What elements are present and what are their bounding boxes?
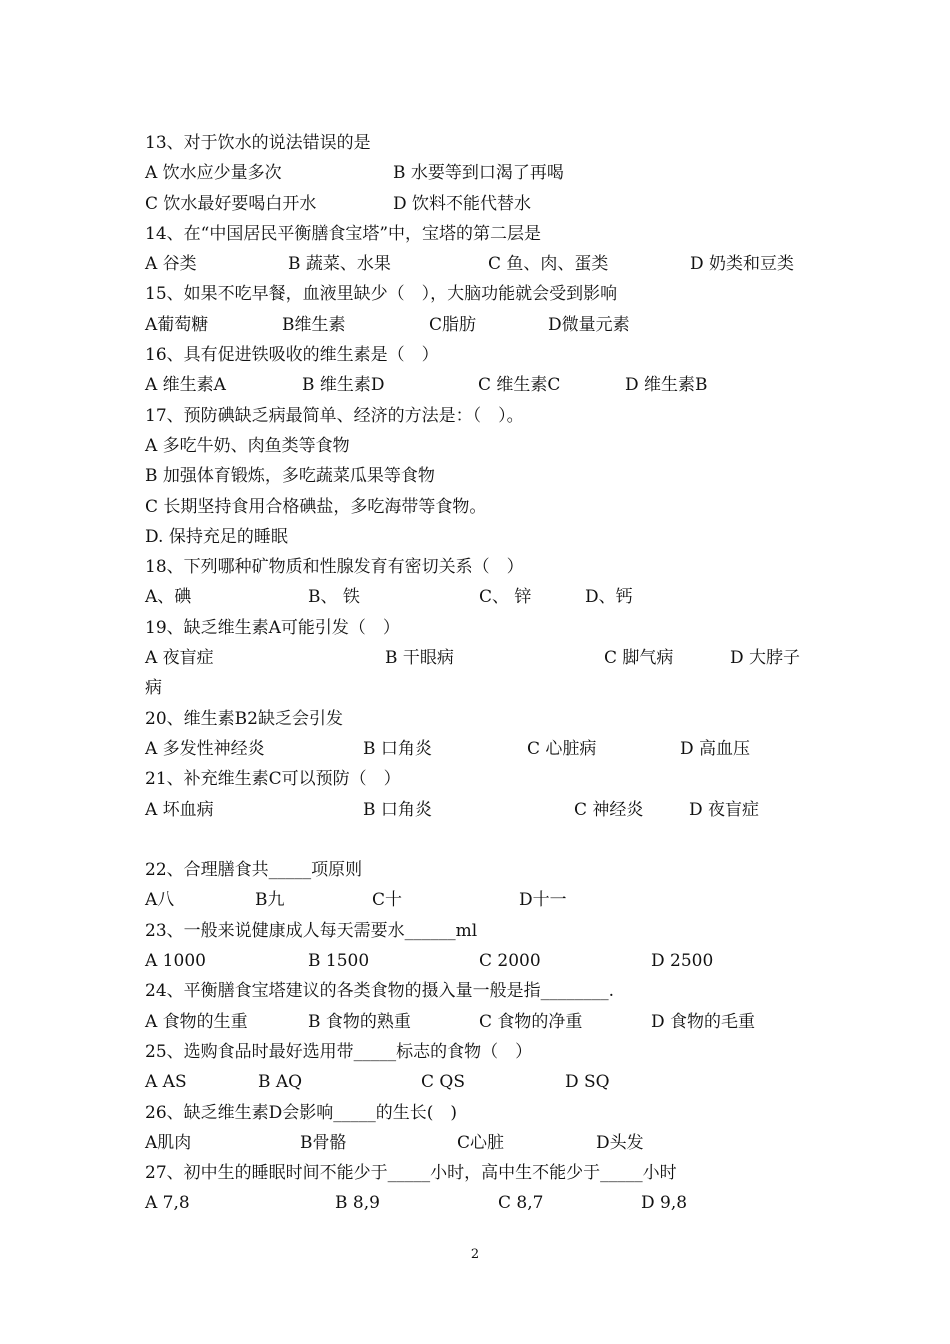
option-text: A 1000 [145, 951, 206, 972]
option-text: D 大脖子 [730, 648, 801, 669]
question-line: 22、合理膳食共_____项原则 [145, 860, 363, 881]
options-line [145, 885, 825, 915]
options-line [145, 734, 825, 764]
options-line [145, 370, 825, 400]
option-text: B AQ [258, 1072, 303, 1093]
option-text: B 1500 [308, 951, 370, 972]
option-text: C 维生素C [478, 375, 561, 396]
question-line: 13、对于饮水的说法错误的是 [145, 133, 371, 153]
options-line [145, 1067, 825, 1097]
option-text: D 2500 [651, 951, 714, 972]
option-text: B 口角炎 [363, 738, 432, 759]
options-line [145, 158, 825, 188]
option-text: C 心脏病 [527, 738, 597, 759]
page-number: 2 [470, 1247, 480, 1262]
option-text: C QS [421, 1072, 465, 1093]
option-text: A八 [145, 890, 175, 911]
option-text: D 夜盲症 [689, 799, 760, 820]
options-line [145, 582, 825, 612]
option-text: B 口角炎 [363, 799, 432, 820]
option-text: A 谷类 [145, 254, 197, 275]
question-line: 26、缺乏维生素D会影响_____的生长( ) [145, 1102, 458, 1123]
option-text: C十 [372, 890, 403, 911]
option-text: A 7,8 [145, 1193, 190, 1214]
options-line [145, 310, 825, 340]
question-line: 21、补充维生素C可以预防（ ） [145, 769, 401, 790]
question-line: 17、预防碘缺乏病最简单、经济的方法是：（ ）。 [145, 405, 524, 426]
options-line [145, 946, 825, 976]
option-text: A葡萄糖 [145, 314, 209, 335]
options-line [145, 795, 825, 825]
option-text: A 夜盲症 [145, 648, 214, 669]
question-line: 14、在“中国居民平衡膳食宝塔”中，宝塔的第二层是 [145, 223, 542, 244]
option-text: B骨骼 [300, 1132, 347, 1153]
option-text: A肌肉 [145, 1132, 192, 1153]
option-text: D 9,8 [641, 1193, 688, 1214]
options-line [145, 189, 825, 219]
option-text: D 维生素B [625, 375, 708, 396]
option-text: C、 锌 [479, 587, 532, 608]
option-text: D SQ [565, 1072, 610, 1093]
question-line: B 加强体育锻炼，多吃蔬菜瓜果等食物 [145, 466, 435, 487]
option-text: B 水要等到口渴了再喝 [393, 163, 564, 184]
option-text: C 食物的净重 [479, 1011, 583, 1032]
option-text: C 2000 [479, 951, 541, 972]
option-text: A AS [145, 1072, 187, 1093]
question-line: 病 [145, 678, 162, 699]
option-text: B 干眼病 [385, 648, 454, 669]
option-text: C心脏 [457, 1132, 505, 1153]
option-text: A 多发性神经炎 [145, 738, 265, 759]
option-text: B、 铁 [308, 587, 360, 608]
question-line: A 多吃牛奶、肉鱼类等食物 [145, 435, 350, 456]
option-text: C 8,7 [498, 1193, 544, 1214]
question-line: 18、下列哪种矿物质和性腺发育有密切关系（ ） [145, 557, 524, 578]
options-line [145, 1007, 825, 1037]
option-text: B 8,9 [335, 1193, 380, 1214]
option-text: D 奶类和豆类 [690, 254, 795, 275]
option-text: A 坏血病 [145, 799, 214, 820]
option-text: D头发 [596, 1132, 644, 1153]
option-text: C 鱼、肉、蛋类 [488, 254, 609, 275]
question-line: 15、如果不吃早餐，血液里缺少（ ），大脑功能就会受到影响 [145, 284, 618, 305]
option-text: C 饮水最好要喝白开水 [145, 193, 317, 214]
options-line [145, 643, 825, 673]
option-text: D 食物的毛重 [651, 1011, 756, 1032]
option-text: B 食物的熟重 [308, 1011, 411, 1032]
option-text: B 蔬菜、水果 [288, 254, 391, 275]
option-text: B 维生素D [302, 375, 385, 396]
option-text: A 食物的生重 [145, 1011, 248, 1032]
question-line: 24、平衡膳食宝塔建议的各类食物的摄入量一般是指________. [145, 981, 615, 1002]
option-text: C 脚气病 [604, 648, 674, 669]
option-text: D 高血压 [680, 738, 751, 759]
option-text: D十一 [519, 890, 567, 911]
option-text: D微量元素 [548, 314, 630, 335]
question-line: 23、一般来说健康成人每天需要水______ml [145, 920, 478, 941]
question-line: 27、初中生的睡眠时间不能少于_____小时，高中生不能少于_____小时 [145, 1163, 677, 1184]
blank-line [145, 825, 825, 855]
quiz-content [145, 128, 825, 1219]
options-line [145, 1188, 825, 1218]
options-line [145, 1128, 825, 1158]
question-line: 19、缺乏维生素A可能引发（ ） [145, 617, 400, 638]
option-text: C 神经炎 [574, 799, 644, 820]
option-text: D、钙 [585, 587, 633, 608]
option-text: B维生素 [282, 314, 346, 335]
option-text: A 饮水应少量多次 [145, 163, 282, 184]
question-line: 25、选购食品时最好选用带_____标志的食物（ ） [145, 1041, 533, 1062]
question-line: D. 保持充足的睡眠 [145, 526, 288, 547]
option-text: D 饮料不能代替水 [393, 193, 532, 214]
question-line: 20、维生素B2缺乏会引发 [145, 708, 343, 729]
question-line: C 长期坚持食用合格碘盐，多吃海带等食物。 [145, 496, 487, 517]
option-text: B九 [255, 890, 285, 911]
option-text: A 维生素A [145, 375, 226, 396]
option-text: C脂肪 [429, 314, 477, 335]
question-line: 16、具有促进铁吸收的维生素是（ ） [145, 345, 439, 366]
options-line [145, 249, 825, 279]
option-text: A、碘 [145, 587, 192, 608]
